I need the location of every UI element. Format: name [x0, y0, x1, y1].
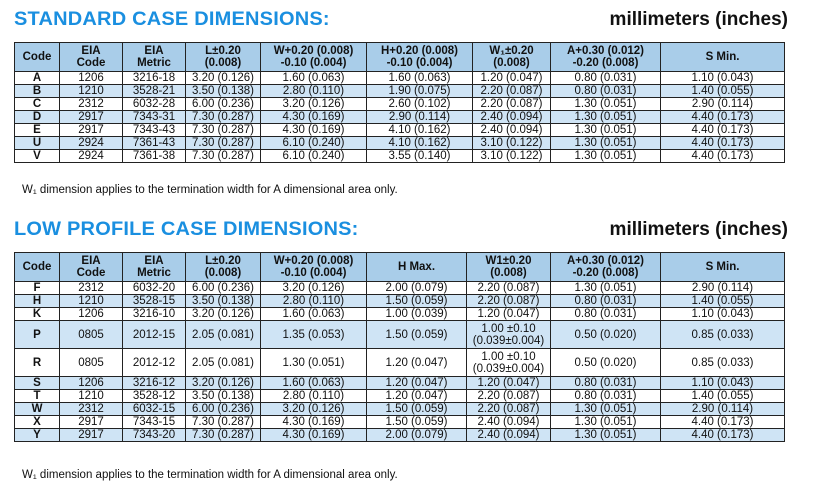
- table-cell: 1.10 (0.043): [661, 308, 785, 321]
- standard-section-title: STANDARD CASE DIMENSIONS:: [14, 8, 330, 30]
- table-cell: 1.30 (0.051): [551, 137, 661, 150]
- table-cell: 2.00 (0.079): [367, 282, 467, 295]
- table-row: [15, 85, 785, 98]
- table-row: [15, 124, 785, 137]
- table-cell: 3.55 (0.140): [367, 150, 473, 163]
- table-cell: 4.10 (0.162): [367, 124, 473, 137]
- header-line: W+0.20 (0.008): [273, 255, 354, 267]
- table-row: [15, 72, 785, 85]
- table-cell: 1.50 (0.059): [367, 295, 467, 308]
- low_profile-header-cell: [186, 253, 261, 282]
- header-line: -0.10 (0.004): [280, 57, 347, 69]
- case-code-cell: T: [15, 390, 60, 403]
- table-cell: 3.10 (0.122): [473, 150, 551, 163]
- standard-header-cell: [551, 43, 661, 72]
- header-line: -0.10 (0.004): [280, 267, 347, 279]
- table-cell: 2.40 (0.094): [473, 124, 551, 137]
- cell-line: (0.039±0.004): [472, 362, 545, 375]
- table-cell: 2.80 (0.110): [261, 390, 367, 403]
- table-cell: 2917: [60, 124, 123, 137]
- header-line: -0.10 (0.004): [386, 57, 453, 69]
- standard-footnote: W₁ dimension applies to the termination width for A dimensional area only.: [22, 184, 398, 196]
- standard-header-cell: [186, 43, 261, 72]
- table-cell: 2312: [60, 403, 123, 416]
- table-cell: 1.20 (0.047): [367, 349, 467, 377]
- standard-header-row: [15, 43, 785, 72]
- table-cell: 2.05 (0.081): [186, 349, 261, 377]
- table-cell: 2012-15: [123, 321, 186, 349]
- table-cell: 2.90 (0.114): [367, 111, 473, 124]
- table-cell: 2.20 (0.087): [467, 295, 551, 308]
- table-cell: 2917: [60, 429, 123, 442]
- table-cell: 0.80 (0.031): [551, 295, 661, 308]
- table-cell: 0.80 (0.031): [551, 377, 661, 390]
- table-cell: 6032-20: [123, 282, 186, 295]
- table-cell: 1210: [60, 295, 123, 308]
- table-cell: 4.40 (0.173): [661, 416, 785, 429]
- case-code-cell: F: [15, 282, 60, 295]
- table-cell: 4.40 (0.173): [661, 137, 785, 150]
- case-code-cell: P: [15, 321, 60, 349]
- table-cell: 1.30 (0.051): [551, 98, 661, 111]
- table-cell: 7.30 (0.287): [186, 150, 261, 163]
- table-cell: 2.20 (0.087): [467, 282, 551, 295]
- standard-header-cell: [60, 43, 123, 72]
- header-line: W1±0.20: [485, 255, 532, 267]
- case-code-cell: W: [15, 403, 60, 416]
- table-cell: 7.30 (0.287): [186, 111, 261, 124]
- table-cell: 2924: [60, 137, 123, 150]
- header-line: Code: [76, 57, 106, 69]
- low_profile-header-cell: [15, 253, 60, 282]
- low-profile-header-row: [15, 253, 785, 282]
- table-cell: 2.90 (0.114): [661, 403, 785, 416]
- table-cell: 1206: [60, 308, 123, 321]
- low-profile-footnote: W₁ dimension applies to the termination width for A dimensional area only.: [22, 469, 398, 481]
- table-cell: 1.20 (0.047): [367, 390, 467, 403]
- table-cell: 1.20 (0.047): [367, 377, 467, 390]
- table-row: [15, 429, 785, 442]
- low_profile-header-cell: [467, 253, 551, 282]
- low_profile-header-cell: [551, 253, 661, 282]
- table-cell: 0.80 (0.031): [551, 308, 661, 321]
- header-line: W+0.20 (0.008): [273, 45, 354, 57]
- table-cell: 3.10 (0.122): [473, 137, 551, 150]
- table-cell: 1210: [60, 390, 123, 403]
- table-row: [15, 150, 785, 163]
- case-code-cell: S: [15, 377, 60, 390]
- table-cell: 1.50 (0.059): [367, 321, 467, 349]
- header-line: EIA: [144, 45, 164, 57]
- low_profile-header-cell: [661, 253, 785, 282]
- low_profile-header-cell: [367, 253, 467, 282]
- standard-header-cell: [661, 43, 785, 72]
- table-cell: 2.05 (0.081): [186, 321, 261, 349]
- case-code-cell: B: [15, 85, 60, 98]
- header-line: Code: [22, 51, 52, 63]
- table-cell: 1.40 (0.055): [661, 295, 785, 308]
- table-cell: 0.50 (0.020): [551, 349, 661, 377]
- table-cell: 1.20 (0.047): [467, 308, 551, 321]
- header-line: Metric: [137, 267, 171, 279]
- table-cell: 6.00 (0.236): [186, 98, 261, 111]
- low-profile-title-row: [14, 218, 788, 241]
- table-cell: 2012-12: [123, 349, 186, 377]
- table-cell: 4.30 (0.169): [261, 111, 367, 124]
- table-cell: 6.10 (0.240): [261, 150, 367, 163]
- table-cell: 2.20 (0.087): [467, 390, 551, 403]
- standard-units-label: millimeters (inches): [609, 9, 788, 30]
- table-cell: 3528-15: [123, 295, 186, 308]
- table-cell: 1206: [60, 72, 123, 85]
- header-line: (0.008): [493, 57, 530, 69]
- table-cell: 1.20 (0.047): [473, 72, 551, 85]
- header-line: L±0.20: [205, 45, 241, 57]
- table-cell: 7343-15: [123, 416, 186, 429]
- table-cell: 1.10 (0.043): [661, 72, 785, 85]
- case-code-cell: H: [15, 295, 60, 308]
- table-cell: 1.10 (0.043): [661, 377, 785, 390]
- table-cell: 2.80 (0.110): [261, 295, 367, 308]
- table-cell: 1206: [60, 377, 123, 390]
- table-cell: 2.80 (0.110): [261, 85, 367, 98]
- table-cell: 7343-20: [123, 429, 186, 442]
- table-cell: 3.20 (0.126): [186, 72, 261, 85]
- table-cell: 1.30 (0.051): [551, 403, 661, 416]
- table-cell: 0.50 (0.020): [551, 321, 661, 349]
- table-cell: 1.30 (0.051): [551, 282, 661, 295]
- table-cell: 0.80 (0.031): [551, 72, 661, 85]
- table-cell: 6.00 (0.236): [186, 403, 261, 416]
- standard-header-cell: [261, 43, 367, 72]
- table-cell: 4.40 (0.173): [661, 124, 785, 137]
- header-line: S Min.: [705, 51, 740, 63]
- table-cell: [467, 349, 551, 377]
- table-row: [15, 349, 785, 377]
- table-cell: 7.30 (0.287): [186, 124, 261, 137]
- header-line: EIA: [144, 255, 164, 267]
- table-cell: 3.20 (0.126): [186, 377, 261, 390]
- table-row: [15, 137, 785, 150]
- table-cell: 6.00 (0.236): [186, 282, 261, 295]
- table-cell: 7.30 (0.287): [186, 416, 261, 429]
- table-cell: 0.85 (0.033): [661, 349, 785, 377]
- table-cell: 6032-28: [123, 98, 186, 111]
- table-cell: 0.80 (0.031): [551, 390, 661, 403]
- case-code-cell: K: [15, 308, 60, 321]
- header-line: H+0.20 (0.008): [380, 45, 459, 57]
- table-row: [15, 295, 785, 308]
- table-cell: 1.60 (0.063): [261, 308, 367, 321]
- table-cell: 1.60 (0.063): [261, 377, 367, 390]
- table-cell: 1.00 (0.039): [367, 308, 467, 321]
- table-cell: 7343-43: [123, 124, 186, 137]
- table-cell: 0805: [60, 349, 123, 377]
- cell-line: (0.039±0.004): [472, 334, 545, 347]
- table-cell: 2.40 (0.094): [467, 416, 551, 429]
- table-row: [15, 403, 785, 416]
- table-cell: 1.60 (0.063): [367, 72, 473, 85]
- table-cell: 1.40 (0.055): [661, 390, 785, 403]
- table-cell: 7.30 (0.287): [186, 429, 261, 442]
- table-cell: 2.60 (0.102): [367, 98, 473, 111]
- table-cell: 4.30 (0.169): [261, 124, 367, 137]
- header-line: A+0.30 (0.012): [566, 255, 645, 267]
- table-cell: 1.60 (0.063): [261, 72, 367, 85]
- table-cell: 2.40 (0.094): [473, 111, 551, 124]
- header-line: (0.008): [204, 57, 242, 69]
- table-cell: 2.00 (0.079): [367, 429, 467, 442]
- table-cell: 3216-12: [123, 377, 186, 390]
- table-cell: 3216-10: [123, 308, 186, 321]
- table-cell: 1.30 (0.051): [551, 429, 661, 442]
- table-cell: 4.10 (0.162): [367, 137, 473, 150]
- table-cell: 2.90 (0.114): [661, 98, 785, 111]
- standard-dimensions-table: [14, 42, 785, 163]
- table-cell: 1.20 (0.047): [467, 377, 551, 390]
- table-cell: 3528-12: [123, 390, 186, 403]
- case-code-cell: R: [15, 349, 60, 377]
- low_profile-header-cell: [123, 253, 186, 282]
- cell-line: 1.00 ±0.10: [481, 322, 536, 335]
- low_profile-header-cell: [60, 253, 123, 282]
- table-cell: 1.35 (0.053): [261, 321, 367, 349]
- table-row: [15, 111, 785, 124]
- table-cell: 0805: [60, 321, 123, 349]
- table-cell: 1.40 (0.055): [661, 85, 785, 98]
- case-code-cell: C: [15, 98, 60, 111]
- table-cell: 1.30 (0.051): [551, 416, 661, 429]
- standard-header-cell: [15, 43, 60, 72]
- table-cell: 3.50 (0.138): [186, 85, 261, 98]
- table-cell: 3.50 (0.138): [186, 390, 261, 403]
- header-line: Code: [22, 261, 52, 273]
- table-cell: 2312: [60, 98, 123, 111]
- header-line: -0.20 (0.008): [572, 267, 639, 279]
- case-code-cell: E: [15, 124, 60, 137]
- table-row: [15, 98, 785, 111]
- low-profile-section-title: LOW PROFILE CASE DIMENSIONS:: [14, 218, 359, 240]
- header-line: L±0.20: [205, 255, 241, 267]
- standard-header-cell: [367, 43, 473, 72]
- header-line: W₁±0.20: [489, 45, 534, 57]
- table-cell: 3.50 (0.138): [186, 295, 261, 308]
- table-cell: 1.50 (0.059): [367, 403, 467, 416]
- header-line: (0.008): [204, 267, 242, 279]
- table-cell: 2917: [60, 111, 123, 124]
- table-cell: 6.10 (0.240): [261, 137, 367, 150]
- table-cell: 4.40 (0.173): [661, 111, 785, 124]
- table-cell: 6032-15: [123, 403, 186, 416]
- table-row: [15, 321, 785, 349]
- header-line: S Min.: [705, 261, 740, 273]
- table-row: [15, 282, 785, 295]
- table-cell: 7361-38: [123, 150, 186, 163]
- table-cell: 1.30 (0.051): [261, 349, 367, 377]
- table-cell: 7361-43: [123, 137, 186, 150]
- table-cell: 1.30 (0.051): [551, 150, 661, 163]
- table-cell: 4.40 (0.173): [661, 150, 785, 163]
- table-cell: 2312: [60, 282, 123, 295]
- table-cell: 0.80 (0.031): [551, 85, 661, 98]
- case-code-cell: V: [15, 150, 60, 163]
- table-cell: 4.30 (0.169): [261, 416, 367, 429]
- case-code-cell: D: [15, 111, 60, 124]
- table-cell: 7343-31: [123, 111, 186, 124]
- case-code-cell: X: [15, 416, 60, 429]
- table-row: [15, 390, 785, 403]
- header-line: (0.008): [490, 267, 527, 279]
- table-row: [15, 416, 785, 429]
- table-cell: 3528-21: [123, 85, 186, 98]
- low-profile-dimensions-table: [14, 252, 785, 442]
- table-cell: 1.90 (0.075): [367, 85, 473, 98]
- table-cell: 2.20 (0.087): [473, 85, 551, 98]
- header-line: Metric: [137, 57, 171, 69]
- case-code-cell: U: [15, 137, 60, 150]
- table-cell: 1.50 (0.059): [367, 416, 467, 429]
- table-cell: 2.20 (0.087): [467, 403, 551, 416]
- header-line: A+0.30 (0.012): [566, 45, 645, 57]
- low_profile-header-cell: [261, 253, 367, 282]
- case-code-cell: Y: [15, 429, 60, 442]
- table-row: [15, 377, 785, 390]
- table-cell: 2917: [60, 416, 123, 429]
- table-cell: 3.20 (0.126): [261, 403, 367, 416]
- table-cell: 3.20 (0.126): [261, 98, 367, 111]
- standard-header-cell: [473, 43, 551, 72]
- case-code-cell: A: [15, 72, 60, 85]
- standard-title-row: [14, 8, 788, 31]
- table-cell: 2.90 (0.114): [661, 282, 785, 295]
- table-cell: [467, 321, 551, 349]
- header-line: -0.20 (0.008): [572, 57, 639, 69]
- header-line: H Max.: [397, 261, 436, 273]
- header-line: EIA: [81, 255, 101, 267]
- low-profile-units-label: millimeters (inches): [609, 219, 788, 240]
- table-cell: 1.30 (0.051): [551, 111, 661, 124]
- cell-line: 1.00 ±0.10: [481, 350, 536, 363]
- table-row: [15, 308, 785, 321]
- table-cell: 3216-18: [123, 72, 186, 85]
- table-cell: 2.40 (0.094): [467, 429, 551, 442]
- table-cell: 2924: [60, 150, 123, 163]
- table-cell: 3.20 (0.126): [261, 282, 367, 295]
- table-cell: 0.85 (0.033): [661, 321, 785, 349]
- table-cell: 2.20 (0.087): [473, 98, 551, 111]
- table-cell: 3.20 (0.126): [186, 308, 261, 321]
- standard-header-cell: [123, 43, 186, 72]
- table-cell: 4.40 (0.173): [661, 429, 785, 442]
- table-cell: 4.30 (0.169): [261, 429, 367, 442]
- header-line: Code: [76, 267, 106, 279]
- header-line: EIA: [81, 45, 101, 57]
- table-cell: 1.30 (0.051): [551, 124, 661, 137]
- table-cell: 1210: [60, 85, 123, 98]
- table-cell: 7.30 (0.287): [186, 137, 261, 150]
